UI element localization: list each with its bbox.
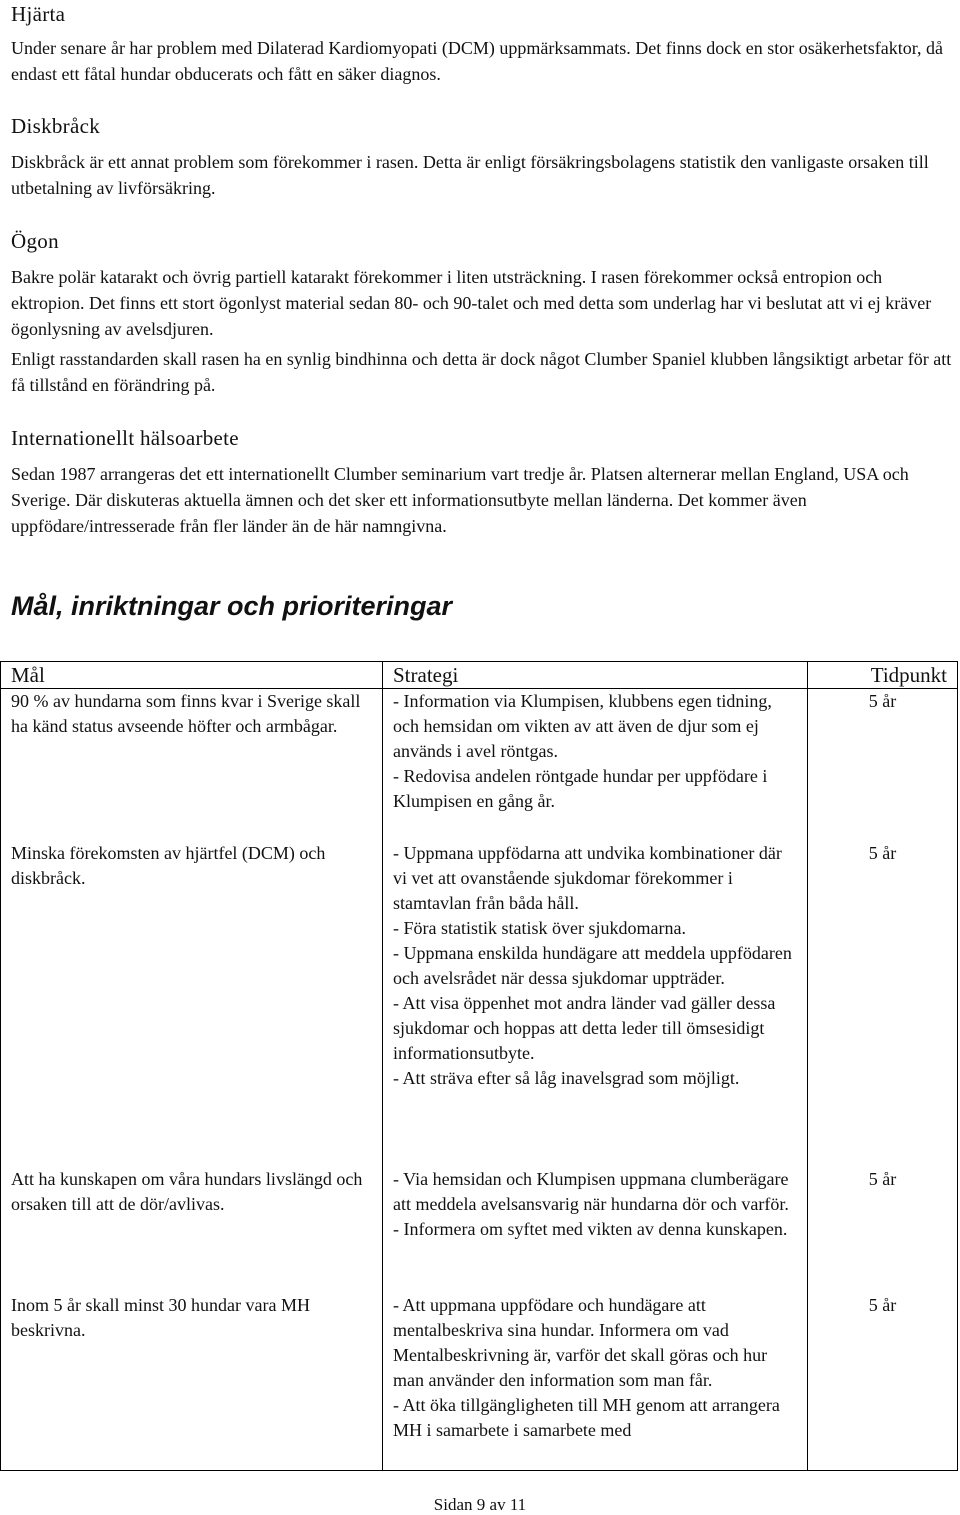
strategy-item: - Att visa öppenhet mot andra länder vad gäller dessa sjukdomar och hoppas att detta leder till ömsesidigt informationsutbyte. <box>393 992 776 1063</box>
strategy-item: - Via hemsidan och Klumpisen uppmana clumberägare att meddela avelsansvarig när hundarna dör och varför. <box>393 1168 789 1214</box>
heading-disc: Diskbråck <box>11 114 101 138</box>
paragraph-heart: Under senare år har problem med Dilaterad Kardiomyopati (DCM) uppmärksammats. Det finns dock en stor osäkerhetsfaktor, då endast ett fåtal hundar obducerats och fått en säker diagnos. <box>11 38 943 84</box>
strategy-item: - Att sträva efter så låg inavelsgrad som möjligt. <box>393 1067 740 1088</box>
strategy-item: - Informera om syftet med vikten av denna kunskapen. <box>393 1218 788 1239</box>
strategy-item: - Information via Klumpisen, klubbens egen tidning, och hemsidan om vikten av att även de djur som ej används i avel röntgas. <box>393 691 772 761</box>
table-row <box>1 689 958 841</box>
heading-international: Internationellt hälsoarbete <box>11 426 239 450</box>
goal-cell: Att ha kunskapen om våra hundars livslängd och orsaken till att de dör/avlivas. <box>1 1167 383 1293</box>
strategy-item: - Redovisa andelen röntgade hundar per uppfödare i Klumpisen en gång år. <box>393 766 768 811</box>
strategy-item: - Att uppmana uppfödare och hundägare att mentalbeskriva sina hundar. Informera om vad Mentalbeskrivning är, varför det skall göras och hur man använder den information som man får. <box>393 1294 768 1390</box>
goal-cell: 90 % av hundarna som finns kvar i Sverige skall ha känd status avseende höfter och armbågar. <box>1 689 383 841</box>
paragraph-eyes-2: Enligt rasstandarden skall rasen ha en synlig bindhinna och detta är dock något Clumber Spaniel klubben långsiktigt arbetar för att få tillstånd en förändring på. <box>11 349 952 395</box>
heading-eyes: Ögon <box>11 229 59 253</box>
time-cell: 5 år <box>808 1293 958 1471</box>
header-strategy: Strategi <box>383 662 808 689</box>
table-header-row <box>1 662 958 689</box>
page-footer: Sidan 9 av 11 <box>433 1495 527 1514</box>
time-cell: 5 år <box>808 841 958 1167</box>
strategy-item: - Uppmana uppfödarna att undvika kombinationer där vi vet att ovanstående sjukdomar förekommer i stamtavlan från båda håll. <box>393 842 782 913</box>
goals-table <box>0 661 958 1471</box>
time-cell: 5 år <box>808 689 958 841</box>
strategy-item: - Föra statistik statisk över sjukdomarna. <box>393 917 686 938</box>
goal-cell: Inom 5 år skall minst 30 hundar vara MH beskrivna. <box>1 1293 383 1471</box>
paragraph-eyes-1: Bakre polär katarakt och övrig partiell katarakt förekommer i liten utsträckning. I rasen förekommer också entropion och ektropion. Det finns ett stort ögonlyst material sedan 80- och 90-talet och med detta som underlag har vi beslutat att vi ej kräver ögonlysning av avelsdjuren. <box>11 267 932 339</box>
strategy-item: - Uppmana enskilda hundägare att meddela uppfödaren och avelsrådet när dessa sjukdomar uppträder. <box>393 942 792 988</box>
strategy-cell <box>383 1167 808 1293</box>
strategy-cell <box>383 841 808 1167</box>
time-cell: 5 år <box>808 1167 958 1293</box>
table-row <box>1 841 958 1167</box>
paragraph-international: Sedan 1987 arrangeras det ett internationellt Clumber seminarium vart tredje år. Platsen alternerar mellan England, USA och Sverige. Där diskuteras aktuella ämnen och det sker ett informationsutbyte mellan länderna. Det kommer även uppfödare/intresserade från fler länder än de här namngivna. <box>11 464 909 536</box>
goal-cell: Minska förekomsten av hjärtfel (DCM) och diskbråck. <box>1 841 383 1167</box>
paragraph-disc: Diskbråck är ett annat problem som förekommer i rasen. Detta är enligt försäkringsbolagens statistik den vanligaste orsaken till utbetalning av livförsäkring. <box>11 152 929 198</box>
goals-title: Mål, inriktningar och prioriteringar <box>11 591 453 621</box>
strategy-cell <box>383 689 808 841</box>
table-row <box>1 1167 958 1293</box>
strategy-cell <box>383 1293 808 1471</box>
header-goal: Mål <box>1 662 383 689</box>
header-time: Tidpunkt <box>808 662 958 689</box>
strategy-item: - Att öka tillgängligheten till MH genom att arrangera MH i samarbete i samarbete med <box>393 1394 780 1440</box>
table-row <box>1 1293 958 1471</box>
heading-heart: Hjärta <box>11 2 66 26</box>
